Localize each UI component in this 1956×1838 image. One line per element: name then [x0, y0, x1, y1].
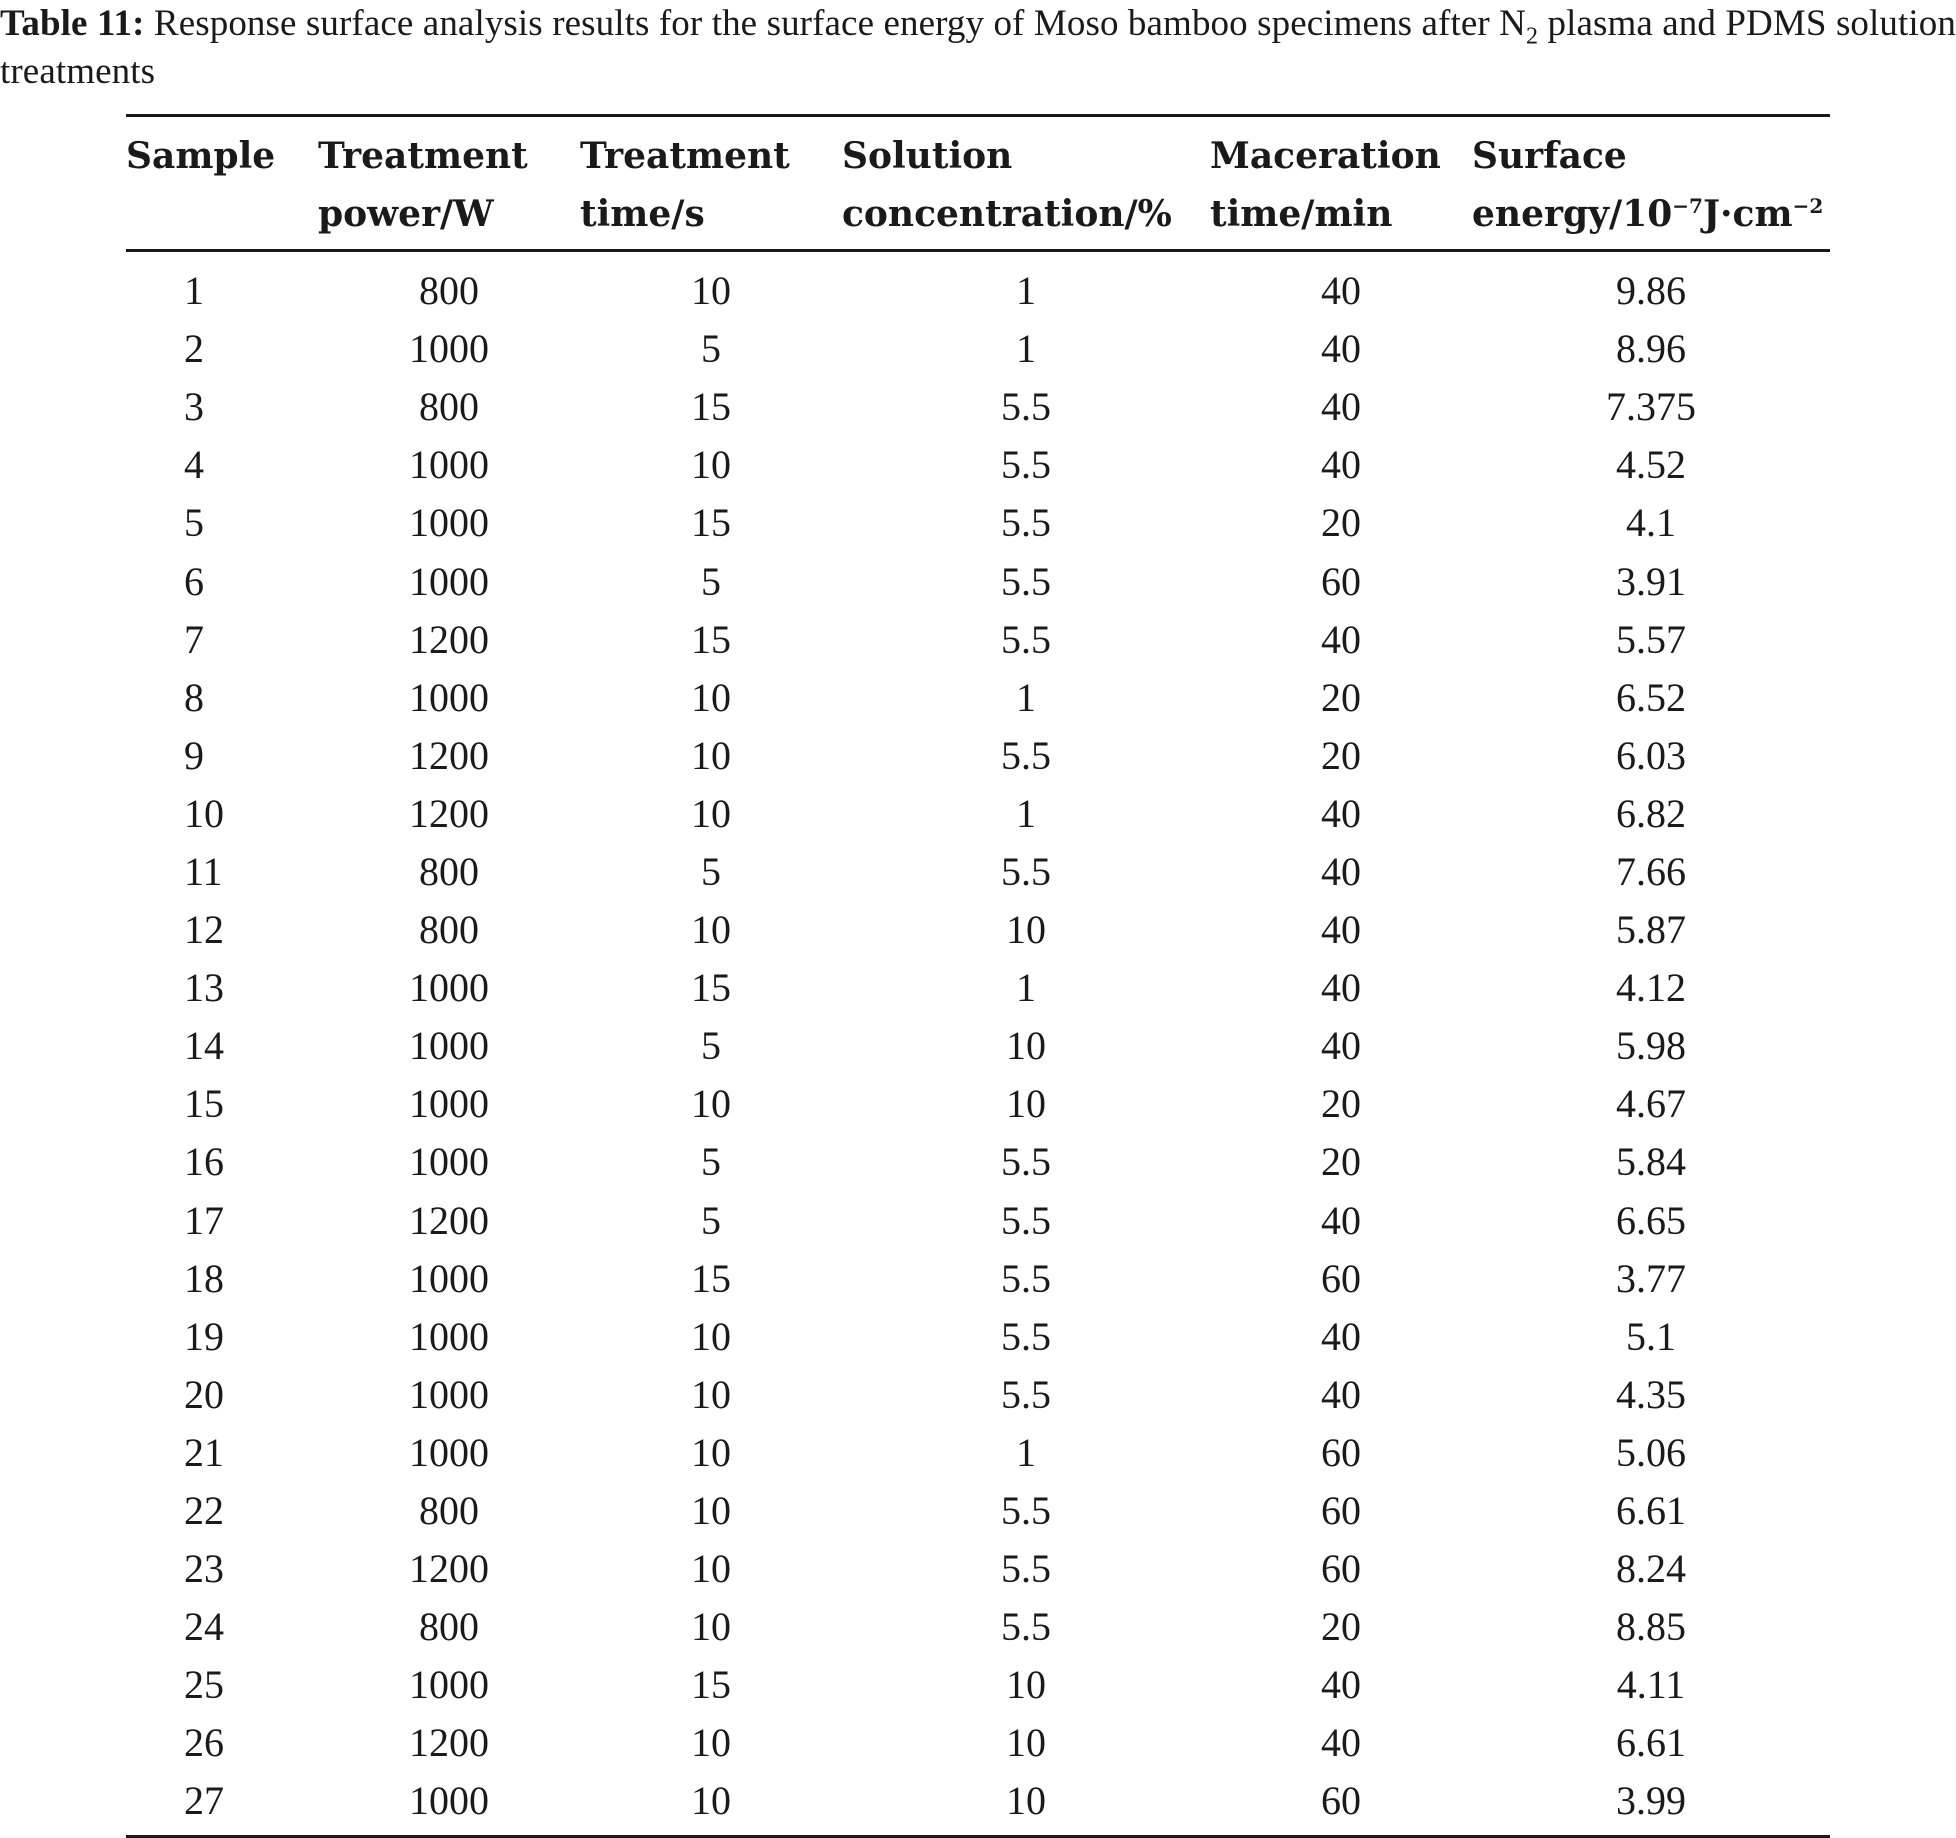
cell-treatment-power: 800 — [419, 848, 479, 894]
caption-text-end: plasma and PDMS solution treatments — [0, 3, 1956, 92]
cell-treatment-power: 1000 — [409, 965, 489, 1011]
cell-sample: 4 — [184, 442, 204, 488]
cell-sample: 20 — [184, 1371, 224, 1417]
cell-solution-concentration: 5.5 — [1001, 1313, 1051, 1359]
cell-solution-concentration: 5.5 — [1001, 500, 1051, 546]
cell-surface-energy: 9.86 — [1616, 268, 1686, 314]
cell-solution-concentration: 1 — [1016, 326, 1036, 372]
table-row — [126, 785, 1830, 843]
table-row — [126, 1772, 1830, 1836]
cell-surface-energy: 5.57 — [1616, 616, 1686, 662]
cell-treatment-power: 1000 — [409, 1662, 489, 1708]
cell-maceration-time: 40 — [1321, 1023, 1361, 1069]
cell-maceration-time: 60 — [1321, 1778, 1361, 1824]
cell-sample: 13 — [184, 965, 224, 1011]
cell-sample: 27 — [184, 1778, 224, 1824]
cell-maceration-time: 40 — [1321, 326, 1361, 372]
cell-treatment-power: 1200 — [409, 732, 489, 778]
cell-treatment-power: 1000 — [409, 1429, 489, 1475]
cell-sample: 3 — [184, 384, 204, 430]
cell-solution-concentration: 10 — [1006, 1023, 1046, 1069]
cell-surface-energy: 3.99 — [1616, 1778, 1686, 1824]
cell-treatment-time: 5 — [701, 558, 721, 604]
cell-maceration-time: 60 — [1321, 1255, 1361, 1301]
cell-sample: 12 — [184, 907, 224, 953]
header-surface-energy: Surface energy/$10^{-7}J\cdot cm^{-2}$ — [1472, 135, 1824, 235]
cell-surface-energy: 6.03 — [1616, 732, 1686, 778]
cell-treatment-power: 800 — [419, 907, 479, 953]
cell-sample: 7 — [184, 616, 204, 662]
table-body — [126, 251, 1830, 1837]
cell-solution-concentration: 5.5 — [1001, 442, 1051, 488]
cell-surface-energy: 8.24 — [1616, 1546, 1686, 1592]
cell-treatment-time: 10 — [691, 790, 731, 836]
cell-solution-concentration: 10 — [1006, 907, 1046, 953]
cell-sample: 25 — [184, 1662, 224, 1708]
cell-surface-energy: 5.98 — [1616, 1023, 1686, 1069]
cell-sample: 24 — [184, 1604, 224, 1650]
cell-treatment-time: 5 — [701, 848, 721, 894]
table-caption — [0, 0, 1956, 96]
table-row — [126, 611, 1830, 669]
cell-surface-energy: 5.87 — [1616, 907, 1686, 953]
cell-surface-energy: 5.84 — [1616, 1139, 1686, 1185]
table-row — [126, 494, 1830, 552]
cell-maceration-time: 20 — [1321, 500, 1361, 546]
cell-surface-energy: 4.52 — [1616, 442, 1686, 488]
cell-sample: 6 — [184, 558, 204, 604]
cell-maceration-time: 60 — [1321, 1488, 1361, 1534]
cell-maceration-time: 40 — [1321, 1662, 1361, 1708]
cell-treatment-power: 1000 — [409, 1081, 489, 1127]
cell-treatment-time: 15 — [691, 500, 731, 546]
cell-treatment-time: 10 — [691, 674, 731, 720]
table-row — [126, 436, 1830, 494]
cell-maceration-time: 60 — [1321, 1546, 1361, 1592]
cell-treatment-power: 1200 — [409, 1197, 489, 1243]
cell-solution-concentration: 5.5 — [1001, 558, 1051, 604]
cell-solution-concentration: 5.5 — [1001, 732, 1051, 778]
cell-solution-concentration: 10 — [1006, 1081, 1046, 1127]
cell-sample: 10 — [184, 790, 224, 836]
cell-sample: 18 — [184, 1255, 224, 1301]
cell-maceration-time: 40 — [1321, 1371, 1361, 1417]
cell-maceration-time: 40 — [1321, 1313, 1361, 1359]
table-row — [126, 901, 1830, 959]
header-maceration-time: Maceration time/min — [1210, 135, 1441, 235]
cell-maceration-time: 40 — [1321, 1197, 1361, 1243]
table-row — [126, 1598, 1830, 1656]
cell-treatment-time: 10 — [691, 1778, 731, 1824]
cell-surface-energy: 4.1 — [1626, 500, 1676, 546]
cell-surface-energy: 6.52 — [1616, 674, 1686, 720]
cell-surface-energy: 5.06 — [1616, 1429, 1686, 1475]
cell-sample: 8 — [184, 674, 204, 720]
cell-maceration-time: 60 — [1321, 1429, 1361, 1475]
cell-solution-concentration: 5.5 — [1001, 1546, 1051, 1592]
cell-surface-energy: 6.61 — [1616, 1720, 1686, 1766]
table-row — [126, 320, 1830, 378]
data-table — [126, 114, 1830, 1838]
cell-treatment-time: 5 — [701, 1139, 721, 1185]
cell-solution-concentration: 5.5 — [1001, 616, 1051, 662]
table-row — [126, 1482, 1830, 1540]
cell-maceration-time: 60 — [1321, 558, 1361, 604]
cell-treatment-time: 15 — [691, 1255, 731, 1301]
cell-treatment-time: 5 — [701, 1197, 721, 1243]
cell-treatment-time: 10 — [691, 268, 731, 314]
cell-treatment-power: 1000 — [409, 1778, 489, 1824]
cell-treatment-power: 1000 — [409, 1023, 489, 1069]
cell-surface-energy: 4.11 — [1616, 1662, 1686, 1708]
cell-treatment-power: 1000 — [409, 1255, 489, 1301]
cell-solution-concentration: 5.5 — [1001, 1371, 1051, 1417]
caption-label: Table 11: — [0, 3, 145, 44]
cell-solution-concentration: 1 — [1016, 268, 1036, 314]
cell-surface-energy: 5.1 — [1626, 1313, 1676, 1359]
cell-treatment-power: 1000 — [409, 558, 489, 604]
cell-treatment-time: 10 — [691, 1313, 731, 1359]
table-row — [126, 1017, 1830, 1075]
header-sample: Sample — [126, 135, 276, 177]
table-row — [126, 378, 1830, 436]
cell-surface-energy: 7.375 — [1606, 384, 1696, 430]
cell-surface-energy: 4.12 — [1616, 965, 1686, 1011]
cell-solution-concentration: 1 — [1016, 1429, 1036, 1475]
table-row — [126, 1366, 1830, 1424]
cell-sample: 22 — [184, 1488, 224, 1534]
cell-treatment-time: 10 — [691, 732, 731, 778]
cell-treatment-time: 5 — [701, 1023, 721, 1069]
cell-sample: 23 — [184, 1546, 224, 1592]
cell-treatment-time: 10 — [691, 1546, 731, 1592]
cell-sample: 26 — [184, 1720, 224, 1766]
cell-solution-concentration: 10 — [1006, 1778, 1046, 1824]
cell-sample: 14 — [184, 1023, 224, 1069]
cell-solution-concentration: 5.5 — [1001, 1197, 1051, 1243]
header-solution-concentration: Solution concentration/% — [842, 135, 1172, 235]
cell-maceration-time: 20 — [1321, 1604, 1361, 1650]
cell-treatment-time: 15 — [691, 384, 731, 430]
table-row — [126, 1075, 1830, 1133]
cell-treatment-time: 10 — [691, 1429, 731, 1475]
cell-surface-energy: 4.67 — [1616, 1081, 1686, 1127]
cell-sample: 16 — [184, 1139, 224, 1185]
cell-treatment-power: 800 — [419, 268, 479, 314]
cell-maceration-time: 20 — [1321, 1081, 1361, 1127]
cell-solution-concentration: 5.5 — [1001, 1139, 1051, 1185]
cell-surface-energy: 6.82 — [1616, 790, 1686, 836]
cell-surface-energy: 6.61 — [1616, 1488, 1686, 1534]
cell-treatment-time: 15 — [691, 965, 731, 1011]
table-row — [126, 727, 1830, 785]
cell-treatment-power: 1000 — [409, 1139, 489, 1185]
cell-sample: 21 — [184, 1429, 224, 1475]
cell-maceration-time: 40 — [1321, 907, 1361, 953]
cell-treatment-time: 10 — [691, 1604, 731, 1650]
header-row — [126, 116, 1830, 251]
cell-maceration-time: 20 — [1321, 674, 1361, 720]
cell-treatment-power: 800 — [419, 384, 479, 430]
cell-maceration-time: 40 — [1321, 1720, 1361, 1766]
cell-treatment-power: 1200 — [409, 616, 489, 662]
cell-maceration-time: 40 — [1321, 616, 1361, 662]
cell-surface-energy: 3.91 — [1616, 558, 1686, 604]
cell-surface-energy: 6.65 — [1616, 1197, 1686, 1243]
table-row — [126, 552, 1830, 610]
cell-treatment-time: 10 — [691, 1488, 731, 1534]
cell-treatment-time: 10 — [691, 1081, 731, 1127]
header-treatment-power: Treatment power/W — [318, 135, 528, 235]
table-row — [126, 843, 1830, 901]
cell-treatment-time: 10 — [691, 907, 731, 953]
cell-solution-concentration: 5.5 — [1001, 1604, 1051, 1650]
cell-sample: 5 — [184, 500, 204, 546]
cell-treatment-power: 1000 — [409, 500, 489, 546]
cell-sample: 11 — [184, 848, 223, 894]
caption-subscript: 2 — [1526, 23, 1539, 50]
table-row — [126, 1656, 1830, 1714]
cell-surface-energy: 3.77 — [1616, 1255, 1686, 1301]
cell-treatment-time: 10 — [691, 1371, 731, 1417]
caption-text: Response surface analysis results for the surface energy of Moso bamboo specimens after N — [144, 3, 1526, 44]
cell-surface-energy: 4.35 — [1616, 1371, 1686, 1417]
table-row — [126, 1192, 1830, 1250]
cell-sample: 9 — [184, 732, 204, 778]
cell-treatment-power: 1200 — [409, 1546, 489, 1592]
cell-maceration-time: 40 — [1321, 442, 1361, 488]
cell-treatment-time: 15 — [691, 616, 731, 662]
cell-sample: 15 — [184, 1081, 224, 1127]
cell-treatment-power: 800 — [419, 1488, 479, 1534]
cell-solution-concentration: 5.5 — [1001, 1488, 1051, 1534]
cell-treatment-power: 1000 — [409, 674, 489, 720]
table-row — [126, 1250, 1830, 1308]
cell-solution-concentration: 10 — [1006, 1662, 1046, 1708]
cell-treatment-power: 1000 — [409, 1371, 489, 1417]
cell-solution-concentration: 5.5 — [1001, 1255, 1051, 1301]
cell-solution-concentration: 1 — [1016, 674, 1036, 720]
table-row — [126, 1308, 1830, 1366]
cell-sample: 17 — [184, 1197, 224, 1243]
cell-treatment-time: 15 — [691, 1662, 731, 1708]
table-row — [126, 1133, 1830, 1191]
cell-solution-concentration: 5.5 — [1001, 384, 1051, 430]
cell-solution-concentration: 1 — [1016, 965, 1036, 1011]
cell-sample: 19 — [184, 1313, 224, 1359]
table-row — [126, 1540, 1830, 1598]
cell-surface-energy: 8.85 — [1616, 1604, 1686, 1650]
table-row — [126, 669, 1830, 727]
cell-sample: 2 — [184, 326, 204, 372]
cell-treatment-time: 5 — [701, 326, 721, 372]
cell-maceration-time: 40 — [1321, 848, 1361, 894]
cell-treatment-power: 800 — [419, 1604, 479, 1650]
table-row — [126, 251, 1830, 321]
cell-maceration-time: 40 — [1321, 790, 1361, 836]
cell-maceration-time: 40 — [1321, 965, 1361, 1011]
table-row — [126, 1714, 1830, 1772]
cell-treatment-time: 10 — [691, 442, 731, 488]
cell-sample: 1 — [184, 268, 204, 314]
cell-surface-energy: 7.66 — [1616, 848, 1686, 894]
cell-treatment-power: 1200 — [409, 790, 489, 836]
cell-treatment-time: 10 — [691, 1720, 731, 1766]
header-treatment-time: Treatment time/s — [580, 135, 790, 235]
cell-solution-concentration: 5.5 — [1001, 848, 1051, 894]
cell-treatment-power: 1000 — [409, 442, 489, 488]
cell-treatment-power: 1000 — [409, 1313, 489, 1359]
cell-maceration-time: 40 — [1321, 268, 1361, 314]
cell-surface-energy: 8.96 — [1616, 326, 1686, 372]
data-table-container — [126, 114, 1830, 1838]
cell-solution-concentration: 1 — [1016, 790, 1036, 836]
cell-maceration-time: 20 — [1321, 1139, 1361, 1185]
cell-solution-concentration: 10 — [1006, 1720, 1046, 1766]
table-row — [126, 959, 1830, 1017]
cell-treatment-power: 1000 — [409, 326, 489, 372]
cell-maceration-time: 20 — [1321, 732, 1361, 778]
table-row — [126, 1424, 1830, 1482]
cell-maceration-time: 40 — [1321, 384, 1361, 430]
cell-treatment-power: 1200 — [409, 1720, 489, 1766]
